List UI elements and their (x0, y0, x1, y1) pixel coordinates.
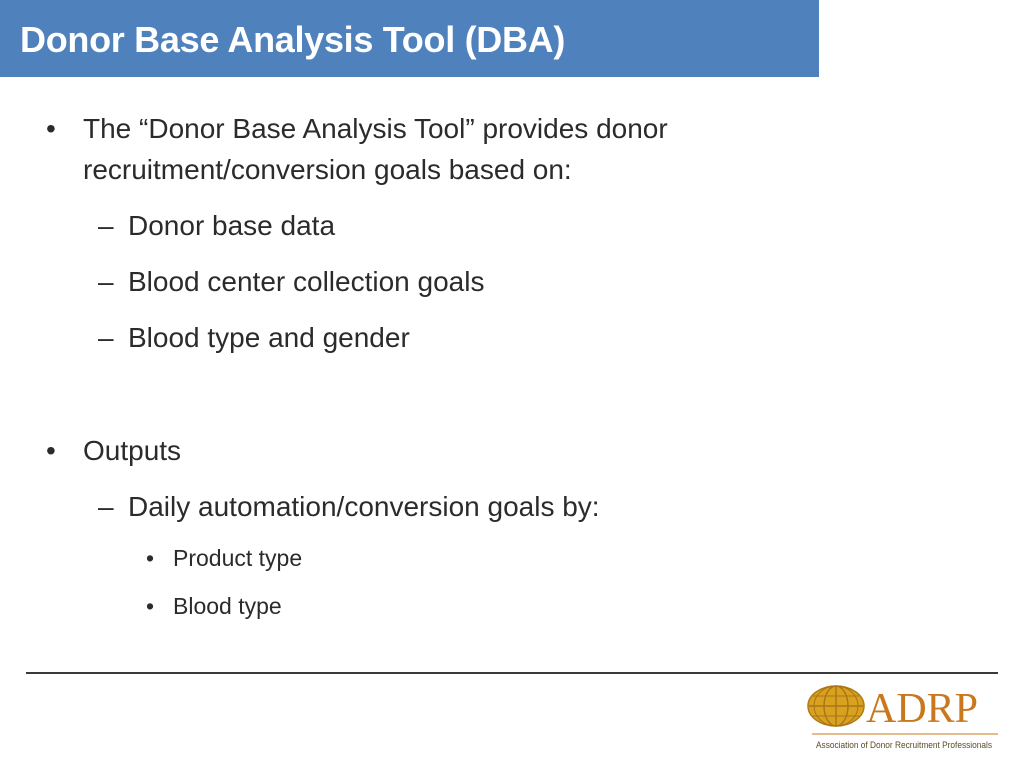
sub-bullet-text: Blood type and gender (128, 322, 410, 353)
globe-icon (808, 686, 864, 726)
sub-bullet-marker: – (98, 266, 114, 297)
sub-bullet-text: Blood center collection goals (128, 266, 485, 297)
sub-sub-bullet-text: Blood type (173, 593, 282, 619)
adrp-logo (806, 682, 1002, 756)
footer-divider (26, 672, 998, 674)
logo-tagline: Association of Donor Recruitment Professionals (816, 740, 993, 750)
bullet-text-line: recruitment/conversion goals based on: (83, 154, 572, 185)
sub-sub-bullet-text: Product type (173, 545, 303, 571)
sub-bullet-marker: – (98, 210, 114, 241)
sub-sub-bullet-marker: • (146, 593, 155, 619)
slide-title: Donor Base Analysis Tool (DBA) (20, 19, 566, 60)
sub-bullet-text: Donor base data (128, 210, 336, 241)
sub-sub-bullet-marker: • (146, 545, 155, 571)
bullet-text-line: The “Donor Base Analysis Tool” provides donor (83, 113, 668, 144)
sub-bullet-marker: – (98, 322, 114, 353)
bullet-marker: • (46, 435, 56, 466)
bullet-text-line: Outputs (83, 435, 182, 466)
bullet-marker: • (46, 113, 56, 144)
logo-wordmark: ADRP (866, 686, 979, 732)
sub-bullet-marker: – (98, 491, 114, 522)
sub-bullet-text: Daily automation/conversion goals by: (128, 491, 600, 522)
